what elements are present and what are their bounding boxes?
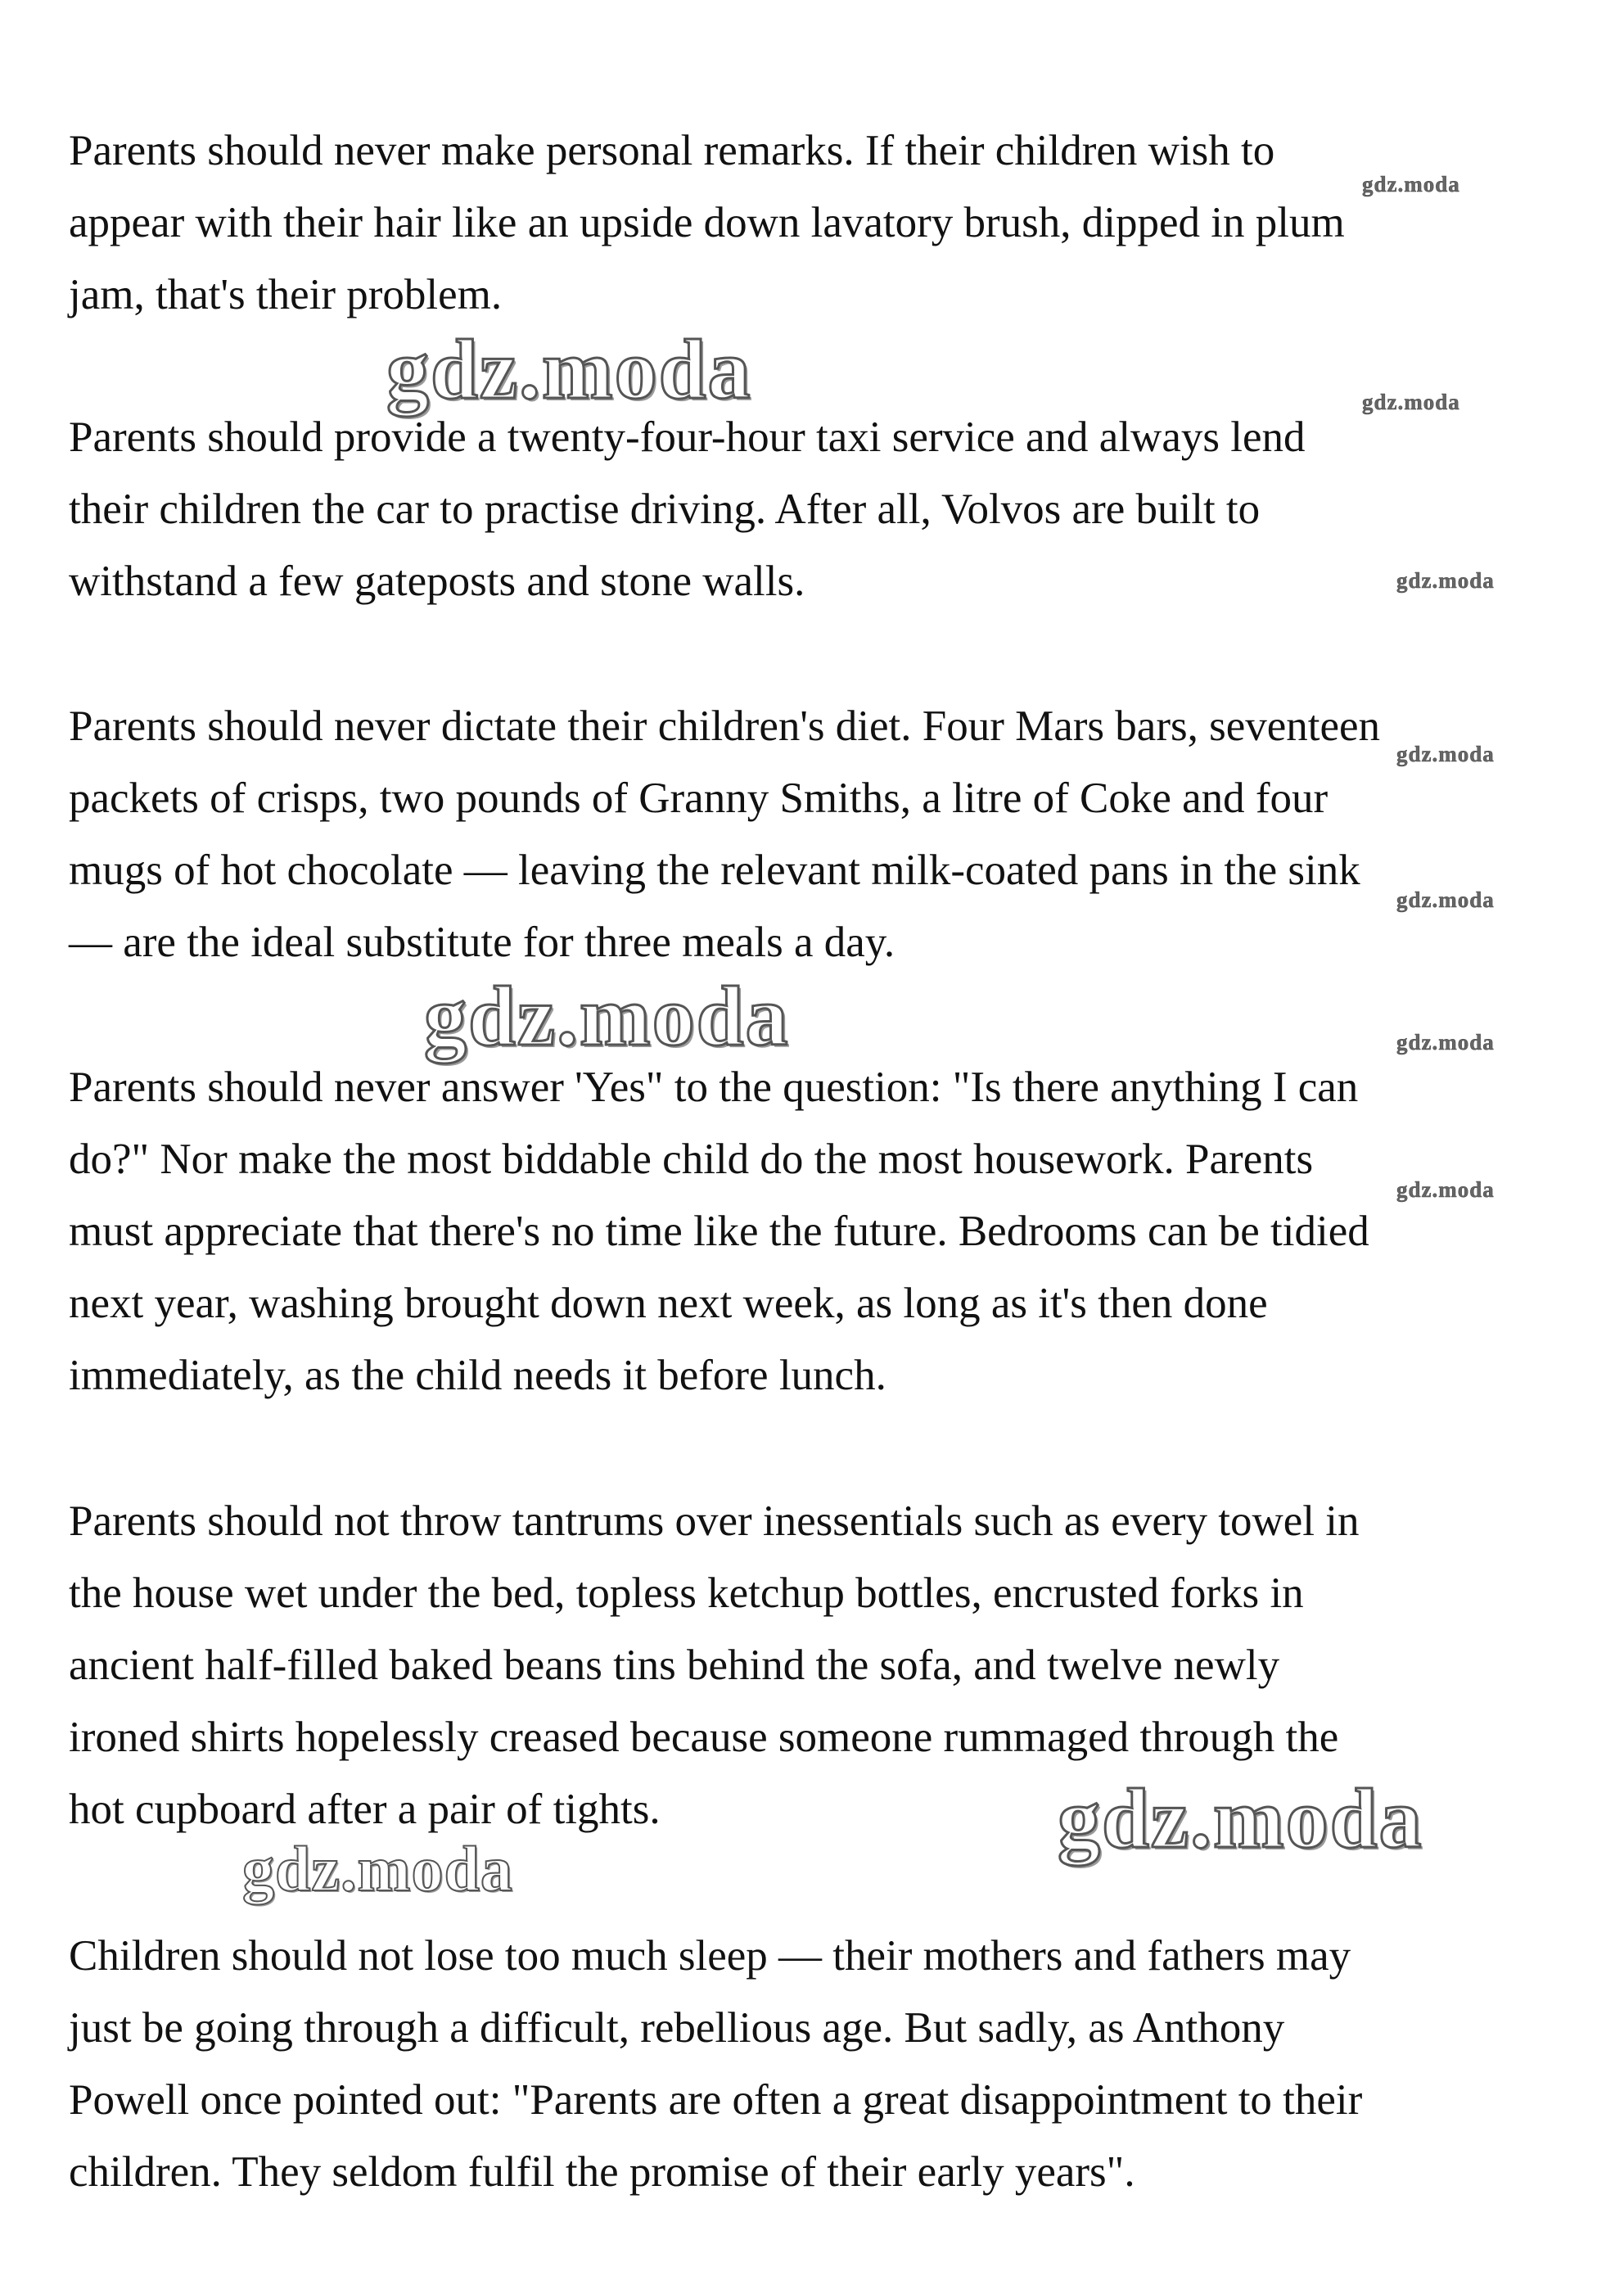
watermark-small: gdz.moda bbox=[1396, 1177, 1495, 1202]
watermark-small: gdz.moda bbox=[1396, 742, 1495, 766]
watermark-small: gdz.moda bbox=[1396, 568, 1495, 593]
watermark-large: gdz.moda bbox=[424, 969, 790, 1063]
paragraph-conclusion: Children should not lose too much sleep — their mothers and fathers may just be going through a difficult, rebellious age. But sadly, as Anthony Powell once pointed out: "Parents are often a great disappointment to their children. They seldom fulfil the promise of their early years". bbox=[69, 1932, 1363, 2196]
watermark-small: gdz.moda bbox=[1362, 172, 1460, 196]
paragraph-taxi-service: Parents should provide a twenty-four-hour taxi service and always lend their children the car to practise driving. After all, Volvos are built to withstand a few gateposts and stone walls. bbox=[69, 413, 1306, 605]
watermark-small: gdz.moda bbox=[1396, 1030, 1495, 1054]
watermark-small: gdz.moda bbox=[1362, 390, 1460, 414]
watermark-medium: gdz.moda bbox=[242, 1833, 513, 1904]
paragraph-tantrums: Parents should not throw tantrums over inessentials such as every towel in the house wet under the bed, topless ketchup bottles, encrusted forks in ancient half-filled baked beans tins behind the sofa, and twelve newly ironed shirts hopelessly creased because someone rummaged through the hot cupboard after a pair of tights. bbox=[69, 1497, 1360, 1833]
paragraph-housework: Parents should never answer 'Yes" to the question: "Is there anything I can do?" Nor make the most biddable child do the most housework. Parents must appreciate that there's no time like the future. Bedrooms can be tidied next year, washing brought down next week, as long as it's then done immediately, as the child needs it before lunch. bbox=[69, 1063, 1369, 1399]
paragraph-diet: Parents should never dictate their children's diet. Four Mars bars, seventeen packets of crisps, two pounds of Granny Smiths, a litre of Coke and four mugs of hot chocolate — leaving the relevant milk-coated pans in the sink — are the ideal substitute for three meals a day. bbox=[69, 702, 1381, 966]
paragraph-personal-remarks: Parents should never make personal remarks. If their children wish to appear with their hair like an upside down lavatory brush, dipped in plum jam, that's their problem. bbox=[69, 127, 1345, 318]
watermark-large: gdz.moda bbox=[386, 323, 752, 417]
watermark-large: gdz.moda bbox=[1058, 1772, 1423, 1866]
watermark-small: gdz.moda bbox=[1396, 887, 1495, 912]
